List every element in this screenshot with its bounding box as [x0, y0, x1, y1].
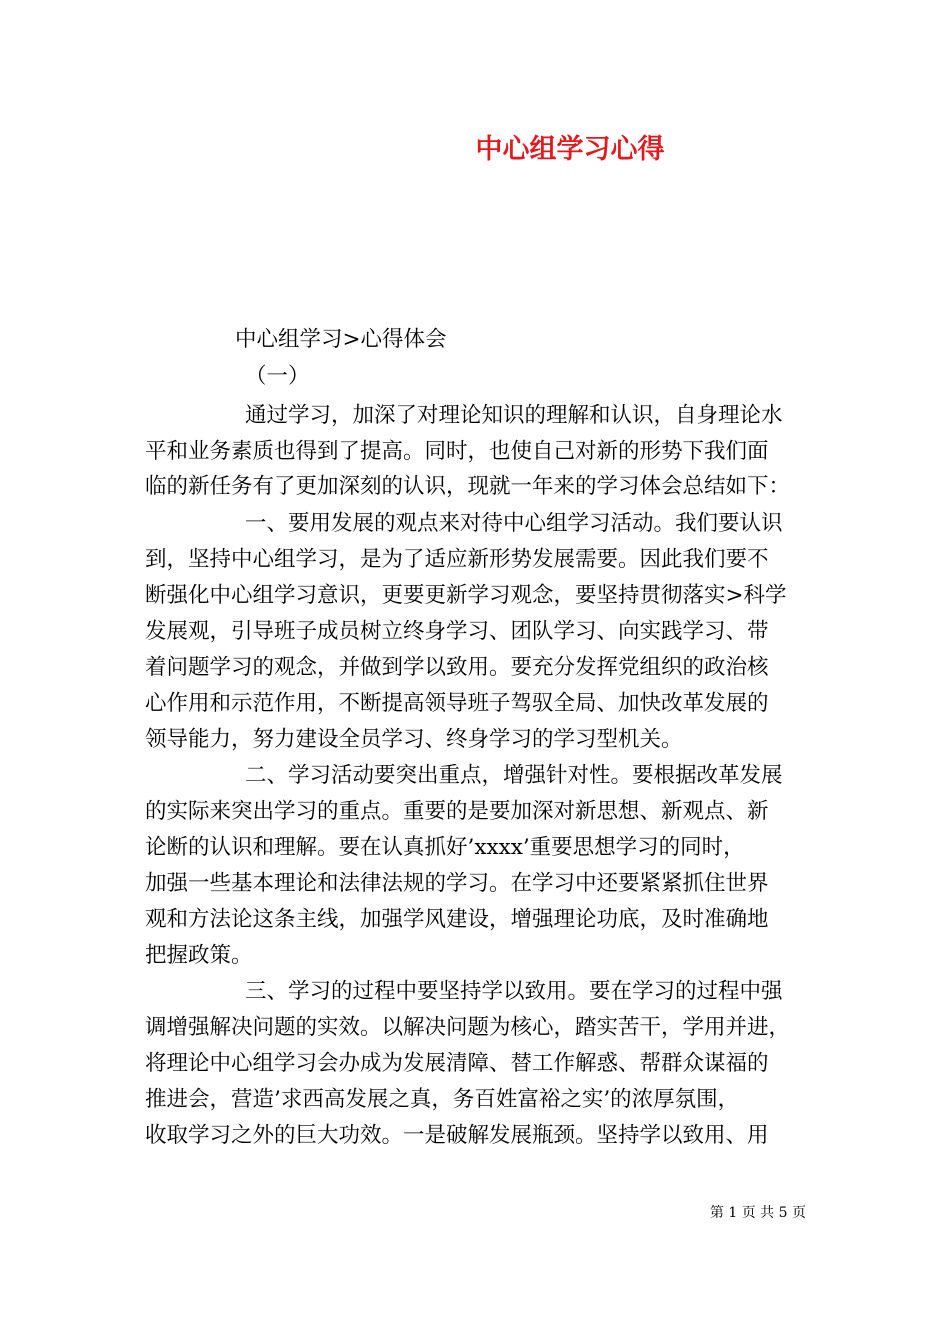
paragraph-line: 三、学习的过程中要坚持学以致用。要在学习的过程中强	[245, 979, 783, 1004]
paragraph-line: 领导能力，努力建设全员学习、终身学习的学习型机关。	[145, 727, 683, 752]
paragraph-line: 到，坚持中心组学习，是为了适应新形势发展需要。因此我们要不	[145, 547, 769, 572]
paragraph-line: 心作用和示范作用，不断提高领导班子驾驭全局、加快改革发展的	[145, 691, 769, 716]
paragraph-line: 二、学习活动要突出重点，增强针对性。要根据改革发展	[245, 763, 783, 788]
paragraph-line: 收取学习之外的巨大功效。一是破解发展瓶颈。坚持学以致用、用	[145, 1123, 769, 1148]
paragraph-line: 通过学习，加深了对理论知识的理解和认识，自身理论水	[245, 403, 783, 428]
paragraph-line: 的实际来突出学习的重点。重要的是要加深对新思想、新观点、新	[145, 799, 769, 824]
paragraph-line: 论断的认识和理解。要在认真抓好’xxxx’重要思想学习的同时，	[145, 835, 745, 860]
paragraph-line: 调增强解决问题的实效。以解决问题为核心，踏实苦干，学用并进，	[145, 1015, 791, 1040]
paragraph-line: 加强一些基本理论和法律法规的学习。在学习中还要紧紧抓住世界	[145, 871, 769, 896]
paragraph-line: 观和方法论这条主线，加强学风建设，增强理论功底，及时准确地	[145, 907, 769, 932]
paragraph-line: 断强化中心组学习意识，更要更新学习观念，要坚持贯彻落实>科学	[145, 583, 787, 608]
paragraph-line: 着问题学习的观念，并做到学以致用。要充分发挥党组织的政治核	[145, 655, 769, 680]
page-number: 第 1 页 共 5 页	[709, 1205, 806, 1221]
document-subtitle: 中心组学习>心得体会	[235, 327, 447, 352]
paragraph-line: 推进会，营造’求西高发展之真，务百姓富裕之实’的浓厚氛围，	[145, 1087, 740, 1112]
document-title: 中心组学习心得	[475, 134, 665, 165]
paragraph-line: 一、要用发展的观点来对待中心组学习活动。我们要认识	[245, 511, 783, 536]
paragraph-line: 发展观，引导班子成员树立终身学习、团队学习、向实践学习、带	[145, 619, 769, 644]
section-marker: （一）	[245, 364, 310, 389]
paragraph-line: 将理论中心组学习会办成为发展清障、替工作解惑、帮群众谋福的	[145, 1051, 769, 1076]
paragraph-line: 临的新任务有了更加深刻的认识，现就一年来的学习体会总结如下：	[145, 474, 791, 499]
paragraph-line: 把握政策。	[145, 943, 253, 968]
paragraph-line: 平和业务素质也得到了提高。同时，也使自己对新的形势下我们面	[145, 439, 769, 464]
